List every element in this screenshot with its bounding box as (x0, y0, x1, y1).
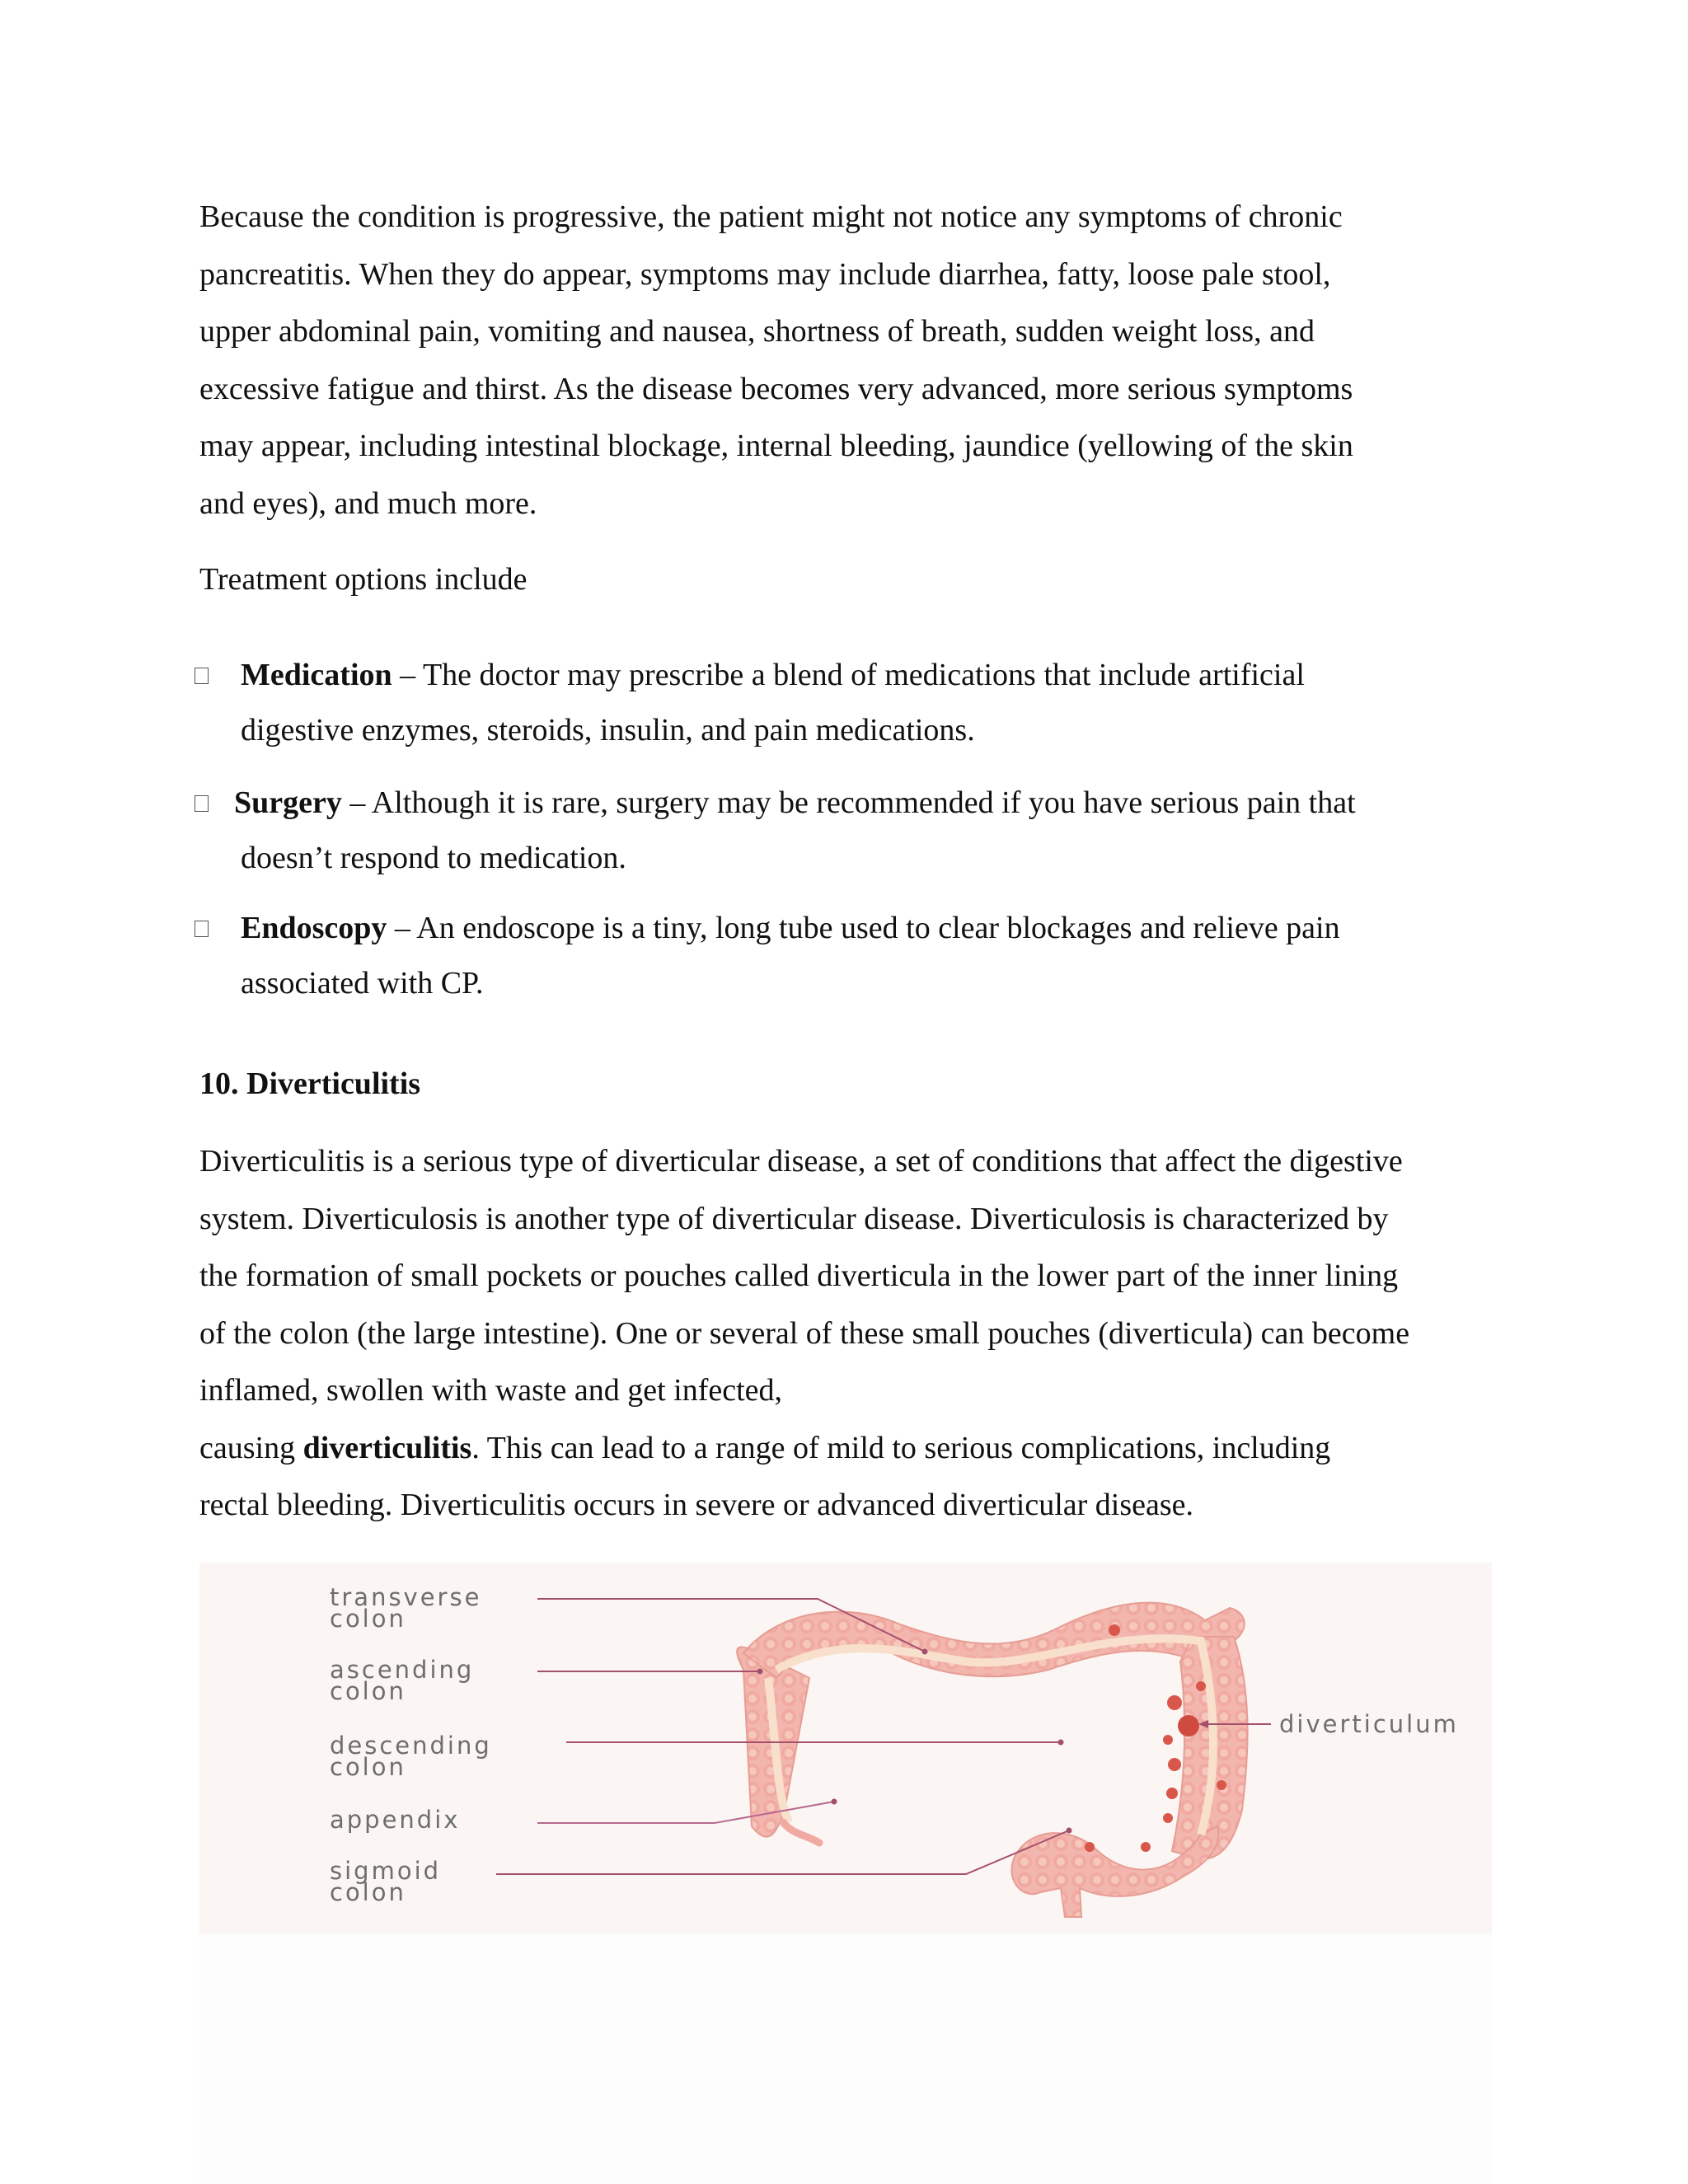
label-descending: descending (330, 1732, 492, 1760)
label-ascending-colon: colon (330, 1677, 406, 1705)
para-line: rectal bleeding. Diverticulitis occurs in severe or advanced diverticular disease. (199, 1488, 1193, 1522)
intro-paragraph (199, 189, 1493, 532)
label-transverse-colon: colon (330, 1605, 406, 1633)
label-transverse: transverse (330, 1583, 482, 1611)
treatment-item-endoscopy (241, 901, 1477, 1011)
label-descending-colon: colon (330, 1753, 406, 1781)
para-line: of the colon (the large intestine). One or several of these small pouches (diverticula) can become (199, 1315, 1410, 1351)
label-ascending: ascending (330, 1656, 475, 1684)
label-appendix: appendix (330, 1806, 461, 1834)
treatment-term: Medication (241, 658, 392, 692)
treatment-desc-cont: digestive enzymes, steroids, insulin, and pain medications. (241, 713, 975, 748)
treatment-term: Endoscopy (241, 911, 387, 945)
para-line (199, 1420, 1493, 1478)
bullet-box-icon (195, 668, 209, 684)
treatment-item-surgery (234, 776, 1470, 886)
treatment-desc: – An endoscope is a tiny, long tube used to clear blockages and relieve pain (387, 911, 1340, 945)
label-diverticulum: diverticulum (1279, 1710, 1459, 1738)
label-sigmoid-colon: colon (330, 1878, 406, 1906)
leader-dot-icon (922, 1649, 928, 1655)
colon-diagram (199, 1563, 1492, 1933)
treatment-desc-cont: associated with CP. (241, 966, 484, 1001)
para-line: system. Diverticulosis is another type of diverticular disease. Diverticulosis is characterized by (199, 1201, 1389, 1236)
line-suffix: . This can lead to a range of mild to serious complications, including (471, 1430, 1331, 1465)
treatment-desc-cont: doesn’t respond to medication. (241, 841, 626, 875)
treatment-desc: – The doctor may prescribe a blend of medications that include artificial (392, 658, 1305, 692)
bullet-box-icon (195, 795, 209, 812)
para-line: Diverticulitis is a serious type of diverticular disease, a set of conditions that affect the digestive (199, 1144, 1403, 1179)
intro-line: Because the condition is progressive, the patient might not notice any symptoms of chronic (199, 199, 1343, 234)
leader-dot-icon (757, 1669, 763, 1675)
leader-dot-icon (832, 1799, 837, 1805)
treatment-term: Surgery (234, 785, 342, 820)
section-heading: 10. Diverticulitis (199, 1066, 421, 1101)
line-prefix: causing (199, 1430, 303, 1465)
intro-line: may appear, including intestinal blockage, internal bleeding, jaundice (yellowing of the skin (199, 429, 1353, 463)
para-line: inflamed, swollen with waste and get infected, (199, 1373, 783, 1408)
treatment-item-medication (241, 648, 1477, 758)
intro-line: excessive fatigue and thirst. As the disease becomes very advanced, more serious symptoms (199, 371, 1353, 406)
bullet-box-icon (195, 921, 209, 937)
label-sigmoid: sigmoid (330, 1857, 442, 1885)
leader-dot-icon (1058, 1740, 1064, 1746)
figure-bottom-margin (199, 1933, 1492, 2184)
colon-diagram-svg (199, 1563, 1492, 1933)
intro-line: pancreatitis. When they do appear, symptoms may include diarrhea, fatty, loose pale stool, (199, 256, 1331, 292)
leader-dot-icon (1067, 1828, 1072, 1834)
bold-term: diverticulitis (302, 1430, 472, 1465)
treatment-intro: Treatment options include (199, 562, 528, 597)
diverticulitis-paragraph (199, 1133, 1493, 1535)
treatment-desc: – Although it is rare, surgery may be recommended if you have serious pain that (341, 785, 1356, 820)
para-line: the formation of small pockets or pouches called diverticula in the lower part of the inner lining (199, 1258, 1399, 1293)
intro-line: upper abdominal pain, vomiting and nausea, shortness of breath, sudden weight loss, and (199, 314, 1315, 349)
intro-line: and eyes), and much more. (199, 485, 537, 521)
